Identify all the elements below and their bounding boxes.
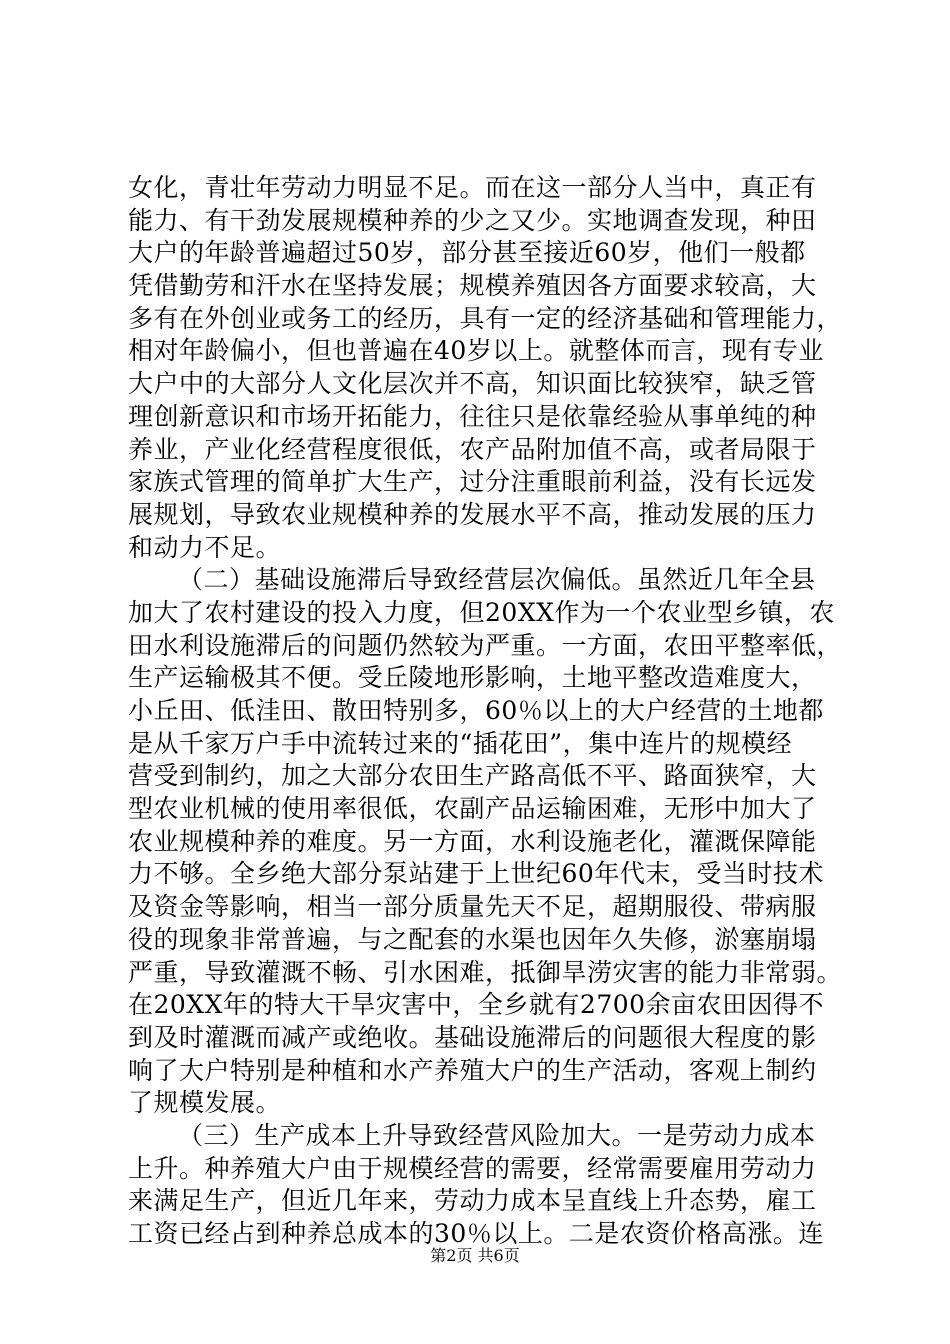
text-line: 来满足生产，但近几年来，劳动力成本呈直线上升态势，雇工 (128, 1186, 817, 1216)
text-line: 工资已经占到种养总成本的30％以上。二是农资价格高涨。连 (128, 1219, 824, 1248)
text-line: 多有在外创业或务工的经历，具有一定的经济基础和管理能力， (128, 303, 843, 333)
text-line: 了规模发展。 (128, 1088, 282, 1118)
text-line: 到及时灌溉而减产或绝收。基础设施滞后的问题很大程度的影 (128, 1022, 817, 1052)
text-line: 生产运输极其不便。受丘陵地形影响，土地平整改造难度大， (128, 663, 817, 693)
text-line: 和动力不足。 (128, 532, 282, 562)
text-line: 力不够。全乡绝大部分泵站建于上世纪60年代末，受当时技术 (128, 859, 824, 889)
document-body (128, 172, 843, 1251)
text-line: 加大了农村建设的投入力度，但20XX作为一个农业型乡镇，农 (128, 597, 835, 627)
text-line: 营受到制约，加之大部分农田生产路高低不平、路面狭窄，大 (128, 761, 817, 791)
section-heading-line: （三）生产成本上升导致经营风险加大。一是劳动力成本 (178, 1120, 816, 1150)
text-line: 田水利设施滞后的问题仍然较为严重。一方面，农田平整率低， (128, 630, 843, 660)
text-line: 小丘田、低洼田、散田特别多，60％以上的大户经营的土地都 (128, 696, 824, 725)
text-line: 大户的年龄普遍超过50岁，部分甚至接近60岁，他们一般都 (128, 238, 806, 268)
text-line: 女化，青壮年劳动力明显不足。而在这一部分人当中，真正有 (128, 173, 817, 202)
text-line: 响了大户特别是种植和水产养殖大户的生产活动，客观上制约 (128, 1055, 817, 1085)
text-line: 家族式管理的简单扩大生产，过分注重眼前利益，没有长远发 (128, 467, 817, 497)
section-heading-line: （二）基础设施滞后导致经营层次偏低。虽然近几年全县 (178, 565, 816, 595)
text-line: 理创新意识和市场开拓能力，往往只是依靠经验从事单纯的种 (128, 401, 817, 431)
text-line: 展规划，导致农业规模种养的发展水平不高，推动发展的压力 (128, 499, 817, 529)
text-line: 役的现象非常普遍，与之配套的水渠也因年久失修，淤塞崩塌 (128, 924, 817, 954)
text-line: 在20XX年的特大干旱灾害中，全乡就有2700余亩农田因得不 (128, 990, 825, 1020)
text-line: 型农业机械的使用率很低，农副产品运输困难，无形中加大了 (128, 794, 817, 824)
text-line: 是从千家万户手中流转过来的“插花田”，集中连片的规模经 (128, 728, 793, 758)
text-line: 养业，产业化经营程度很低，农产品附加值不高，或者局限于 (128, 434, 817, 464)
text-line: 相对年龄偏小，但也普遍在40岁以上。就整体而言，现有专业 (128, 336, 824, 366)
text-line: 上升。种养殖大户由于规模经营的需要，经常需要雇用劳动力 (128, 1153, 817, 1183)
page-number-footer: 第2页 共6页 (430, 1246, 520, 1265)
text-line: 农业规模种养的难度。另一方面，水利设施老化，灌溉保障能 (128, 826, 817, 856)
text-line: 严重，导致灌溉不畅、引水困难，抵御旱涝灾害的能力非常弱。 (128, 957, 843, 987)
text-line: 能力、有干劲发展规模种养的少之又少。实地调查发现，种田 (128, 205, 817, 235)
text-line: 大户中的大部分人文化层次并不高，知识面比较狭窄，缺乏管 (128, 369, 817, 399)
text-line: 及资金等影响，相当一部分质量先天不足，超期服役、带病服 (128, 892, 817, 922)
text-line: 凭借勤劳和汗水在坚持发展；规模养殖因各方面要求较高，大 (128, 271, 817, 301)
